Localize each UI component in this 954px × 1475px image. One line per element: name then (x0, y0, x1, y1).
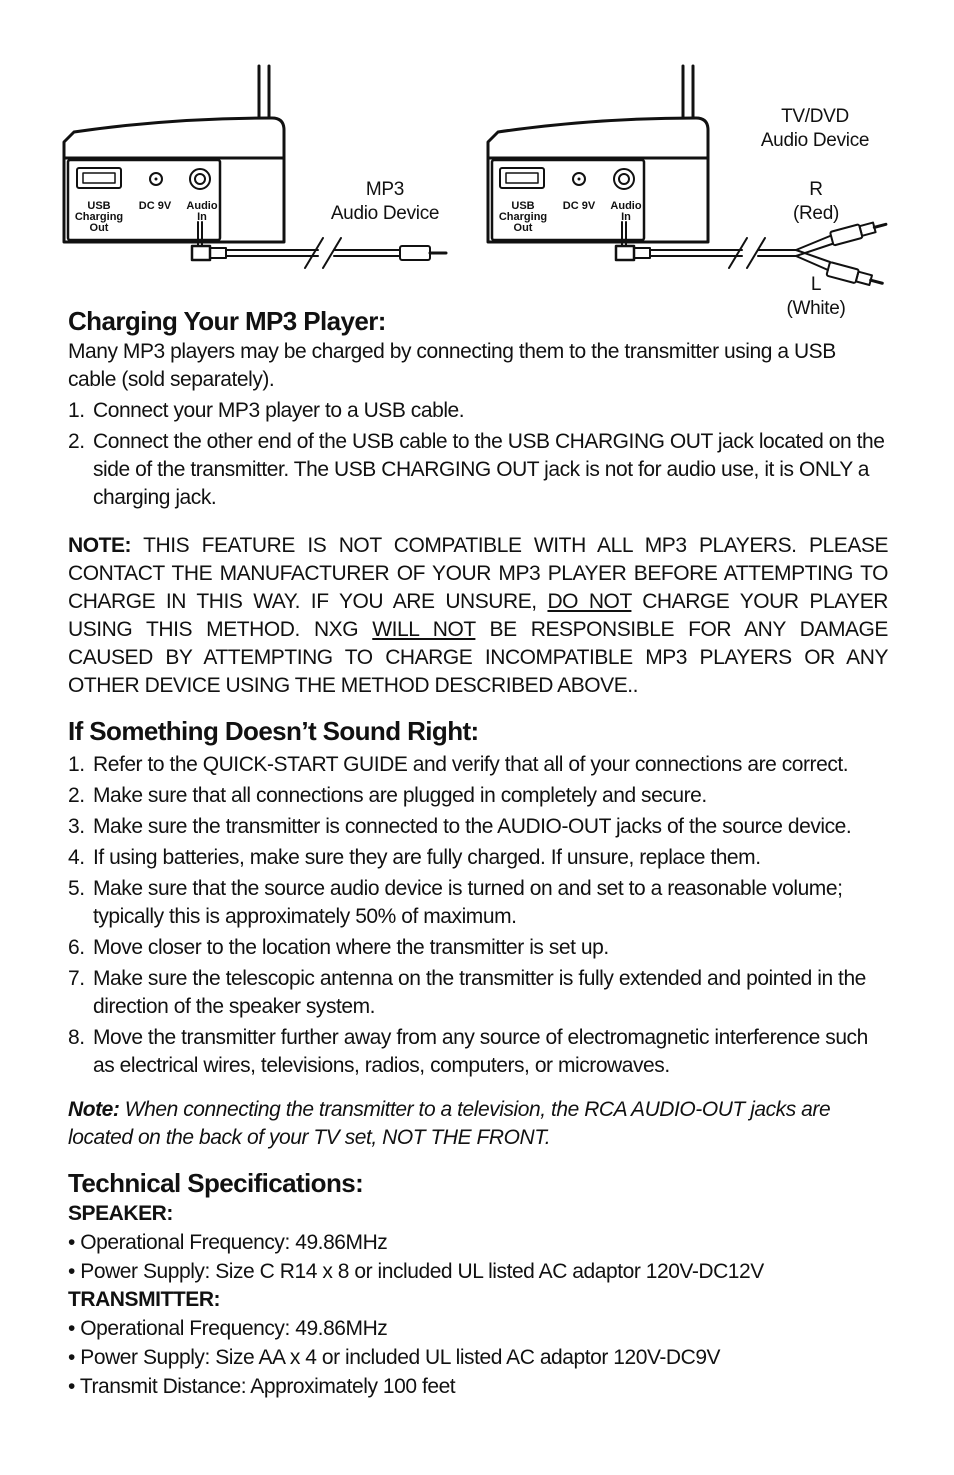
mp3-label-line2: Audio Device (330, 203, 440, 224)
right-usb-label: USB Charging Out (498, 200, 548, 234)
troubleshoot-heading: If Something Doesn’t Sound Right: (68, 716, 479, 746)
note-underline: WILL NOT (372, 618, 476, 641)
list-item (68, 1024, 888, 1080)
charging-steps (68, 397, 888, 512)
left-dc-label: DC 9V (138, 200, 172, 212)
troubleshoot-steps (68, 751, 888, 1080)
charging-intro: Many MP3 players may be charged by connecting them to the transmitter using a USB cable (sold separately). (68, 340, 836, 391)
l-label-line1: L (810, 274, 822, 295)
charging-heading: Charging Your MP3 Player: (68, 306, 386, 336)
step-text: Move the transmitter further away from any source of electromagnetic interference such as electrical wires, televisions, radios, computers, or microwaves. (93, 1026, 868, 1077)
list-item (68, 428, 888, 512)
list-item (68, 751, 888, 779)
step-number: 4. (68, 846, 85, 869)
tv-label-line1: TV/DVD (781, 106, 849, 127)
step-number: 8. (68, 1026, 85, 1049)
step-text: Connect the other end of the USB cable to the USB CHARGING OUT jack located on the side of the transmitter. The USB CHARGING OUT jack is not for audio use, it is ONLY a charging jack. (93, 430, 885, 509)
television-note (68, 1096, 888, 1152)
list-item (68, 813, 888, 841)
note-label: NOTE: (68, 534, 132, 557)
step-text: Make sure that the source audio device is turned on and set to a reasonable volume; typically this is approximately 50% of maximum. (93, 877, 843, 928)
list-item: • Power Supply: Size AA x 4 or included UL listed AC adaptor 120V-DC9V (68, 1346, 721, 1369)
manual-content (68, 300, 888, 1401)
step-number: 7. (68, 967, 85, 990)
step-number: 5. (68, 877, 85, 900)
r-label-line2: (Red) (792, 203, 839, 224)
list-item: • Operational Frequency: 49.86MHz (68, 1317, 388, 1340)
note-underline: DO NOT (547, 590, 632, 613)
charging-note (68, 532, 888, 700)
mp3-device-label (320, 178, 450, 226)
step-text: If using batteries, make sure they are fully charged. If unsure, replace them. (93, 846, 761, 869)
step-number: 2. (68, 784, 85, 807)
red-plug-label (776, 178, 856, 226)
note-text: BE RESPONSIBLE FOR ANY DAMAGE CAUSED BY ATTEMPTING TO CHARGE INCOMPATIBLE MP3 PLAYERS OR ANY OTHER DEVICE USING THE METHOD DESCRIBED ABOVE.. (68, 618, 888, 697)
note-label: Note: (68, 1098, 120, 1121)
speaker-specs (68, 1229, 888, 1286)
mp3-label-line1: MP3 (365, 179, 405, 200)
r-label-line1: R (809, 179, 823, 200)
step-number: 2. (68, 430, 85, 453)
list-item: • Power Supply: Size C R14 x 8 or included UL listed AC adaptor 120V-DC12V (68, 1260, 764, 1283)
step-number: 6. (68, 936, 85, 959)
l-label-line2: (White) (786, 298, 846, 319)
left-usb-label: USB Charging Out (74, 200, 124, 234)
step-text: Refer to the QUICK-START GUIDE and verify that all of your connections are correct. (93, 753, 849, 776)
right-dc-label: DC 9V (562, 200, 596, 212)
step-text: Make sure the transmitter is connected to the AUDIO-OUT jacks of the source device. (93, 815, 852, 838)
left-audio-label: Audio In (186, 200, 218, 223)
speaker-heading: SPEAKER: (68, 1202, 173, 1225)
note-text: When connecting the transmitter to a television, the RCA AUDIO-OUT jacks are located on the back of your TV set, NOT THE FRONT. (68, 1098, 831, 1149)
specs-heading: Technical Specifications: (68, 1168, 364, 1198)
connection-diagram (0, 0, 954, 330)
note-text: THIS FEATURE IS NOT COMPATIBLE WITH ALL MP3 PLAYERS. PLEASE CONTACT THE MANUFACTURER OF YOUR MP3 PLAYER BEFORE ATTEMPTING TO CHARGE IN THIS WAY. IF YOU ARE UNSURE, (68, 534, 888, 613)
list-item (68, 844, 888, 872)
list-item: • Transmit Distance: Approximately 100 feet (68, 1375, 456, 1398)
list-item (68, 934, 888, 962)
tv-device-label (748, 105, 882, 153)
tv-label-line2: Audio Device (760, 130, 870, 151)
transmitter-heading: TRANSMITTER: (68, 1288, 221, 1311)
list-item (68, 875, 888, 931)
transmitter-specs (68, 1315, 888, 1401)
step-text: Make sure that all connections are plugged in completely and secure. (93, 784, 707, 807)
list-item (68, 965, 888, 1021)
step-number: 1. (68, 399, 85, 422)
step-text: Connect your MP3 player to a USB cable. (93, 399, 465, 422)
list-item: • Operational Frequency: 49.86MHz (68, 1231, 388, 1254)
step-number: 3. (68, 815, 85, 838)
right-audio-label: Audio In (610, 200, 642, 223)
step-text: Move closer to the location where the transmitter is set up. (93, 936, 609, 959)
list-item (68, 782, 888, 810)
list-item (68, 397, 888, 425)
note-text: CHARGE YOUR PLAYER USING THIS METHOD. NXG (68, 590, 888, 641)
step-number: 1. (68, 753, 85, 776)
step-text: Make sure the telescopic antenna on the transmitter is fully extended and pointed in the direction of the speaker system. (93, 967, 866, 1018)
